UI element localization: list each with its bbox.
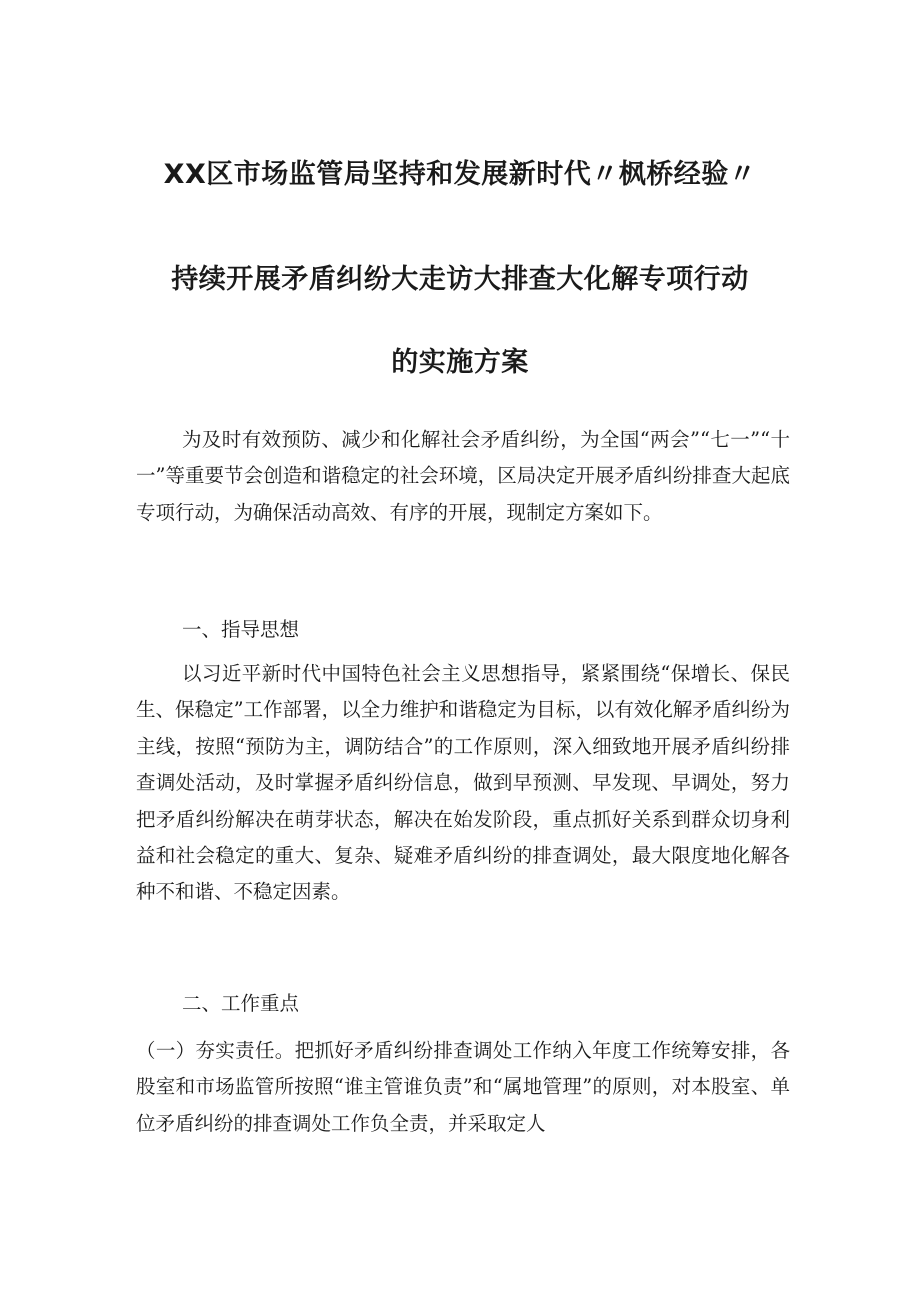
guiding-ideology-paragraph: 以习近平新时代中国特色社会主义思想指导，紧紧围绕“保增长、保民生、保稳定”工作部署，以全力维护和谐稳定为目标，以有效化解矛盾纠纷为主线，按照“预防为主，调防结合”的工作原则，深入细致地开展矛盾纠纷排查调处活动，及时掌握矛盾纠纷信息，做到早预测、早发现、早调处，努力把矛盾纠纷解决在萌芽状态，解决在始发阶段，重点抓好关系到群众切身利益和社会稳定的重大、复杂、疑难矛盾纠纷的排查调处，最大限度地化解各种不和谐、不稳定因素。 [136,662,790,904]
document-title-line-2: 持续开展矛盾纠纷大走访大排查大化解专项行动 [171,264,749,295]
section-heading-work-priorities: 二、工作重点 [182,992,300,1015]
document-title-line-1: XX区市场监管局坚持和发展新时代〃枫桥经验〃 [163,159,757,190]
document-title-line-3: 的实施方案 [391,347,529,378]
work-priorities-item-1: （一）夯实责任。把抓好矛盾纠纷排查调处工作纳入年度工作统筹安排，各股室和市场监管所按照“谁主管谁负责”和“属地管理”的原则，对本股室、单位矛盾纠纷的排查调处工作负全责，并采取定人 [136,1039,790,1135]
intro-paragraph: 为及时有效预防、减少和化解社会矛盾纠纷，为全国“两会”“七一”“十一”等重要节会创造和谐稳定的社会环境，区局决定开展矛盾纠纷排查大起底专项行动，为确保活动高效、有序的开展，现制定方案如下。 [136,428,790,524]
section-heading-guiding-ideology: 一、指导思想 [182,618,300,641]
